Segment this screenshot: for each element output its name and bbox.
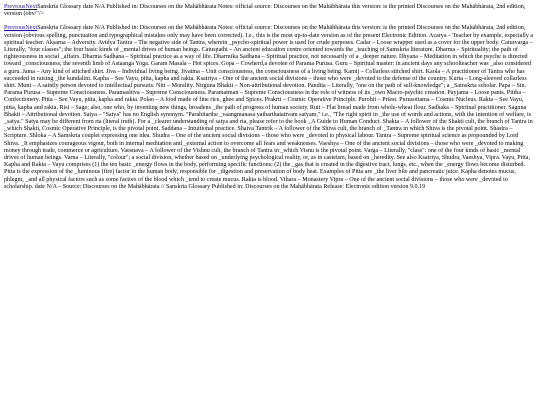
header-text: Sanskrta Glossary date N/A Published in: Discourses on the Mahābhārata Notes: official source: Discourses on the Mahābhārata this version: is the printed Discourses on the Mahābhārata, 2nd edition, version (obv/"/> [4, 4, 526, 18]
next-link-2[interactable]: Next [25, 25, 38, 32]
header-paragraph [4, 4, 534, 18]
previous-link-2[interactable]: Previous [4, 25, 26, 32]
previous-link[interactable]: Previous [4, 4, 26, 10]
glossary-text: Sanskrta Glossary date N/A Published in: Discourses on the Mahābhārata Notes: official source: Discourses on the Mahābhārata this version: is the printed Discourses on the Mahābhārata, 2nd edition, version (obvious spelling, punctuation and typographical mistakes only may have been corrected). I.e., this is the most up-to-date version as of the present Electronic Edition. Acarya – Teacher by example, especially a spiritual teacher. Akṣarna – Adversity. Avidya Tantra – The negative side of Tantra, wherein _psycho-spiritual power is used for crude purposes. Cadar – Loose wrapper used as a cover for the upper body. Caturvarga – Literally, "four classes"; the four basic kinds of _mental drives of human beings. Catuspathi – An ancient education centre oriented towards the _teaching of Samskrta literature. Dharma – Spirituality; the path of righteousness in social _affairs. Dharma Sadhana – Spiritual practice as a way of life. Dharmika Sadhana – Spiritual practice, not necessarily of a _deeper nature. Dhyana – Meditation in which the psyche is directed toward _consciousness; the seventh limb of Astaanga Yoga. Garam Masala – Hot spices. Gopa – Cowherd,a devotee of Parama Purusa. Guru – Spiritual master: in ancient days any schoolteacher was _also considered a guru. Jama – Any kind of stitched shirt. Jiva – Individual living being. Jivatma – Unit consciousness, the consciousness of a living being. Kamij – Collarless stitched shirt. Kaola – A practitioner of Tantra who has succeeded in raising _the kundalini. Kapha – See Vayu, pitta, kapha and rakta. Ksatriya – One of the ancient social divisions – those who were _devoted to the defense of the country. Kurta – Long-sleeved collarless shirt. Muni – A saintly person devoted to intellectual pursuits. Niti – Morality. Nirguna Bhakti – Non-attributional devotion. Pandita – Literally, "one on the path of self-knowledge"; a _Samskrta scholar. Papa – Sin. Parama Purusa – Supreme Consciousness. Paramashiva – Supreme Consciousness. Paramatman – Supreme Consciousness in the role of witness of its _own Macro-psychic creation. Payjama – Loose pants. Pittha – Confectionery. Pitta – See Vayu, pitta, kapha and rakta. Polao – A food made of fine rice, ghee and Spices. Prakrti – Cosmic Operative Principle. Purohit – Priest. Purusottama – Cosmic Nucleus. Rakta – See Vayu, pitta, kapha and rakta. Risi – Sage; also, one who, by inventing new things, broadens _the path of progress of human society. Ruti – Flat bread made from whole-wheat flour. Sadhaka – Spiritual practitioner. Saguna Bhakti – Attributional devotion. Satya – "Satya" has no English synonym. "Parahitarthe _vaangmanasa yatharthatattvam satyam," i.e., "The right spirit in _the use of words and actions, with the intention of welfare, is _satya." Satya may be different from rta (literal truth). For a _clearer understanding of satya and rta, please refer to the book _A Guide to Human Conduct. Shakta – A follower of the Shakti cult, the branch of Tantra in _which Shakti, Cosmic Operative Principle, is the pivotal point. Saddana – Intuitional practice. Shaiva Tantrik – A follower of the Shiva cult, the branch of _Tantra in which Shiva is the pivotal point. Shastra – Scripture. Shloka – A Samskrta couplet expressing one idea. Shudra – One of the ancient social divisions – those who were _devoted to physical labour. Tantra – Supreme spiritual science as propounded by Lord Shiva. _It emphasizes courageous vigour, both in internal meditation and _external action to overcome all fears and weaknesses. Vaeshya – One of the ancient social divisions – those who were _devoted to making money through trade, commerce or agriculture. Vaesnava – A follower of the Vishnu cult, the branch of Tantra in _which Visnu is the pivotal point. Varga – Literally, "class": one of the four kinds of basic _mental drives of human beings. Varna – Literally, "colour"; a social division, whether based on _underlying psychological reality, or, as in casteism, based on _heredity. See also Ksatriya, Shudra, Vaeshya, Vipra. Vayu, Pitta, Kapha and Rakta – Vayu comprises (1) the ten basic _energy flows in the body, performing specific functions; (2) the _gas that is created in the digestive tract, lungs, etc., when the _energy flows become disturbed. Pitta is the expression of the _luminous (fire) factor in the human body, responsible for _digestion and preservation of body heat. Examples of Pitta are _the liver bile and pancreatic juice. Kapha denotes mucus, phlegm, _and all physical factors such as some factors of the blood which _tend to create mucus. Rakta is blood. Vihara – Monastery Vipra – One of the ancient social divisions – those who were _devoted to scholarship. date N/A – Source: Discourses on the Mahābhārata // Sanskrta Glossary Published in: Discourses on the Mahābhārata Release: Electronic edition version 9.0.19 [4, 25, 534, 190]
page [0, 0, 540, 191]
next-link[interactable]: Next [25, 4, 38, 10]
glossary-paragraph [4, 25, 534, 191]
